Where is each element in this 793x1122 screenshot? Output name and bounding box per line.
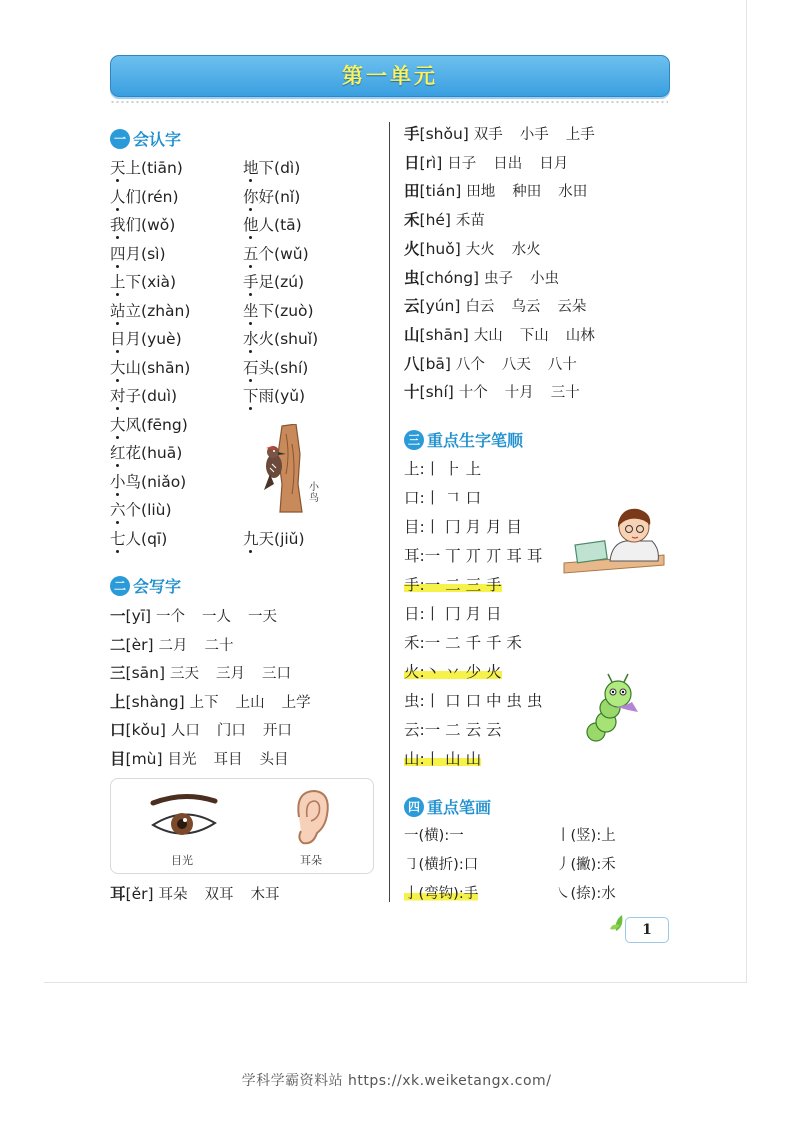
section-number: 四	[404, 797, 424, 817]
write-pinyin: [èr]	[125, 635, 154, 654]
write-pinyin: [bā]	[419, 354, 451, 373]
recognize-item	[243, 244, 309, 264]
write-word: 日月	[539, 155, 569, 172]
write-word: 云朵	[557, 299, 587, 316]
dotted-divider	[110, 100, 668, 104]
write-word: 头目	[259, 751, 289, 768]
ear-caption: 耳朵	[300, 854, 322, 867]
write-word: 八天	[501, 356, 531, 373]
dotted-char: 天	[110, 159, 126, 177]
stroke-order-text: 禾:一 二 千 千 禾	[404, 634, 522, 652]
section-header-write	[110, 574, 181, 597]
section-title: 会写字	[133, 577, 182, 596]
write-word: 八个	[455, 356, 485, 373]
recognize-rest: 天(jiǔ)	[258, 530, 305, 548]
write-word: 一天	[248, 609, 278, 625]
eye-ear-illustration-box	[110, 778, 374, 874]
write-word: 虫子	[484, 270, 514, 287]
recognize-item	[243, 529, 305, 549]
dotted-char: 坐	[243, 301, 259, 320]
recognize-item	[110, 301, 190, 321]
dotted-char: 水	[243, 330, 259, 348]
section-title: 重点笔画	[427, 798, 492, 817]
recognize-item	[110, 244, 166, 264]
recognize-item	[110, 472, 186, 492]
write-pinyin: [yún]	[419, 297, 461, 316]
boy-reading-illustration	[560, 505, 670, 577]
write-char: 口	[110, 721, 126, 739]
dotted-char: 六	[110, 501, 126, 519]
stroke-text: 一(横):一	[404, 828, 464, 844]
stroke-order-item	[404, 633, 522, 653]
stroke-name-left	[404, 855, 478, 875]
write-item	[404, 153, 568, 174]
write-pinyin: [shí]	[419, 383, 454, 402]
dotted-char: 站	[110, 301, 126, 320]
write-word: 三月	[215, 666, 245, 682]
dotted-char: 对	[110, 387, 126, 405]
dotted-char: 五	[243, 244, 259, 263]
write-char: 目	[110, 749, 126, 768]
recognize-rest: 们(rén)	[125, 187, 179, 206]
page-number: 1	[625, 917, 669, 943]
stroke-order-text: 云:一 二 云 云	[404, 721, 502, 739]
write-word: 人口	[170, 723, 200, 739]
stroke-order-text: 山:丨 山 山	[404, 750, 482, 768]
dotted-char: 我	[110, 216, 126, 234]
write-word: 小虫	[530, 270, 560, 287]
write-word: 一个	[156, 609, 186, 625]
stroke-order-item	[404, 691, 542, 711]
write-pinyin: [tián]	[419, 182, 462, 201]
column-divider	[389, 122, 390, 902]
recognize-item	[110, 443, 182, 463]
dotted-char: 地	[243, 159, 259, 177]
section-number: 三	[404, 430, 424, 450]
recognize-rest: 下(dì)	[258, 159, 301, 177]
stroke-order-text: 耳:一 丅 丌 丌 耳 耳	[404, 547, 543, 565]
caterpillar-illustration	[584, 672, 644, 744]
dotted-char: 日	[110, 330, 126, 348]
recognize-item	[110, 329, 182, 349]
write-item	[404, 181, 587, 202]
recognize-item	[110, 529, 167, 549]
write-word: 水田	[558, 184, 588, 201]
recognize-rest: 下(zuò)	[258, 301, 314, 320]
recognize-item	[110, 358, 190, 378]
recognize-item	[243, 386, 305, 406]
recognize-rest: 月(sì)	[125, 244, 166, 263]
write-char: 田	[404, 182, 420, 201]
write-word: 种田	[512, 184, 542, 201]
write-item	[110, 884, 279, 905]
dotted-char: 七	[110, 529, 126, 548]
dotted-char: 上	[110, 273, 126, 291]
unit-title-banner	[110, 55, 670, 97]
stroke-name-right	[556, 884, 616, 904]
stroke-order-text: 口:丨 𠃍 口	[404, 489, 482, 507]
stroke-order-text: 手:一 二 三 手	[404, 576, 502, 594]
dotted-char: 手	[243, 273, 259, 291]
write-pinyin: [shàng]	[125, 692, 185, 711]
dotted-char: 人	[110, 187, 126, 206]
write-item	[404, 124, 595, 145]
write-word: 木耳	[250, 887, 280, 903]
write-item	[404, 239, 541, 260]
stroke-order-item	[404, 575, 502, 595]
stroke-text: 丿(撇):禾	[556, 857, 616, 873]
write-word: 二月	[158, 637, 188, 654]
section-title: 会认字	[133, 130, 182, 149]
stroke-order-item	[404, 662, 502, 682]
write-word: 上学	[281, 694, 311, 711]
stroke-order-text: 上:丨 ⺊ 上	[404, 460, 482, 478]
stroke-name-right	[556, 826, 616, 846]
write-item	[110, 692, 311, 713]
stroke-order-item	[404, 604, 502, 624]
bird-label: 小鸟	[309, 482, 319, 504]
stroke-text: 亅(弯钩):手	[404, 886, 479, 902]
recognize-rest: 火(shuǐ)	[258, 330, 319, 348]
ear-illustration	[289, 787, 334, 849]
stroke-text: ㇆(横折):口	[404, 857, 479, 873]
stroke-name-right	[556, 855, 616, 875]
stroke-order-item	[404, 720, 502, 740]
write-pinyin: [ěr]	[125, 885, 154, 903]
stroke-text: ㇏(捺):水	[556, 886, 616, 902]
write-item	[404, 210, 485, 231]
stroke-order-item	[404, 517, 522, 537]
dotted-char: 大	[110, 358, 126, 377]
recognize-rest: 月(yuè)	[125, 330, 182, 348]
dotted-char: 小	[110, 472, 126, 491]
write-word: 十个	[458, 385, 488, 402]
write-item	[404, 354, 577, 375]
write-word: 大山	[473, 327, 503, 344]
recognize-item	[110, 386, 177, 406]
stroke-order-text: 火:丶 丷 少 火	[404, 663, 502, 681]
dotted-char: 下	[243, 387, 259, 405]
recognize-rest: 立(zhàn)	[125, 301, 191, 320]
stroke-order-text: 虫:丨 口 口 中 虫 虫	[404, 692, 543, 710]
write-char: 云	[404, 297, 420, 316]
write-char: 三	[110, 664, 126, 682]
recognize-item	[243, 301, 314, 321]
write-word: 上下	[189, 694, 219, 711]
recognize-item	[243, 215, 302, 235]
recognize-item	[243, 329, 318, 349]
dotted-char: 红	[110, 444, 126, 462]
write-char: 十	[404, 383, 420, 402]
write-pinyin: [sān]	[125, 664, 166, 682]
write-word: 上手	[565, 127, 595, 143]
write-word: 双手	[473, 127, 503, 143]
write-word: 耳目	[213, 751, 243, 768]
footer-watermark: 学科学霸资料站 https://xk.weiketangx.com/	[241, 1073, 552, 1089]
section-number: 一	[110, 129, 130, 149]
write-word: 上山	[235, 694, 265, 711]
dotted-char: 石	[243, 358, 259, 377]
recognize-rest: 子(duì)	[125, 387, 178, 405]
write-item	[110, 635, 233, 656]
write-char: 一	[110, 607, 126, 625]
write-word: 十月	[504, 385, 534, 402]
write-pinyin: [mù]	[125, 749, 163, 768]
write-word: 日出	[493, 155, 523, 172]
section-header-recognize	[110, 127, 181, 150]
recognize-rest: 花(huā)	[125, 444, 183, 462]
recognize-rest: 好(nǐ)	[258, 187, 301, 206]
recognize-rest: 山(shān)	[125, 358, 191, 377]
recognize-item	[243, 358, 308, 378]
unit-title: 第一单元	[342, 64, 438, 88]
write-pinyin: [yī]	[125, 607, 152, 625]
recognize-item	[110, 158, 183, 178]
recognize-rest: 人(tā)	[258, 216, 302, 234]
write-char: 八	[404, 354, 420, 373]
write-word: 三天	[169, 666, 199, 682]
dotted-char: 大	[110, 415, 126, 434]
section-header-strokes	[404, 795, 491, 818]
recognize-item	[110, 215, 175, 235]
recognize-item	[110, 272, 176, 292]
recognize-rest: 风(fēng)	[125, 415, 188, 434]
section-header-stroke-order	[404, 428, 523, 451]
write-char: 山	[404, 325, 420, 344]
write-word: 开口	[262, 723, 292, 739]
stroke-name-left	[404, 884, 478, 904]
write-word: 水火	[511, 241, 541, 258]
eye-caption: 目光	[171, 854, 193, 867]
recognize-item	[110, 415, 188, 435]
recognize-rest: 们(wǒ)	[125, 216, 176, 234]
write-pinyin: [rì]	[419, 153, 443, 172]
recognize-item	[243, 158, 300, 178]
write-word: 小手	[519, 127, 549, 143]
dotted-char: 四	[110, 244, 126, 263]
recognize-rest: 个(wǔ)	[258, 244, 309, 263]
write-pinyin: [huǒ]	[419, 239, 461, 258]
stroke-text: 丨(竖):上	[556, 828, 616, 844]
write-word: 二十	[204, 637, 234, 654]
recognize-rest: 人(qī)	[125, 529, 168, 548]
write-pinyin: [shān]	[419, 325, 469, 344]
section-number: 二	[110, 576, 130, 596]
write-word: 一人	[202, 609, 232, 625]
write-word: 双耳	[204, 887, 234, 903]
stroke-order-text: 目:丨 冂 月 月 目	[404, 518, 522, 536]
write-char: 二	[110, 635, 126, 654]
recognize-item	[243, 272, 304, 292]
write-item	[404, 296, 586, 317]
write-word: 门口	[216, 723, 246, 739]
write-pinyin: [shǒu]	[419, 125, 469, 143]
dotted-char: 他	[243, 216, 259, 234]
stroke-order-text: 日:丨 冂 月 日	[404, 605, 502, 623]
stroke-name-left	[404, 826, 464, 846]
section-title: 重点生字笔顺	[427, 431, 524, 450]
stroke-order-item	[404, 459, 481, 479]
write-word: 日子	[447, 155, 477, 172]
write-item	[110, 606, 277, 627]
stroke-order-item	[404, 546, 542, 566]
write-char: 手	[404, 125, 420, 143]
eye-illustration	[149, 793, 219, 843]
recognize-item	[110, 500, 172, 520]
recognize-rest: 上(tiān)	[125, 159, 183, 177]
write-char: 日	[404, 153, 420, 172]
write-word: 目光	[167, 751, 197, 768]
write-item	[404, 382, 580, 403]
write-item	[110, 749, 288, 770]
write-item	[110, 663, 291, 684]
write-char: 禾	[404, 211, 420, 230]
write-word: 三口	[261, 666, 291, 682]
recognize-rest: 雨(yǔ)	[258, 387, 306, 405]
write-char: 耳	[110, 885, 126, 903]
write-word: 禾苗	[455, 213, 485, 230]
recognize-rest: 头(shí)	[258, 358, 309, 377]
recognize-rest: 足(zú)	[258, 273, 305, 291]
write-pinyin: [chóng]	[419, 268, 480, 287]
write-word: 大火	[465, 241, 495, 258]
write-word: 耳朵	[158, 887, 188, 903]
write-word: 白云	[465, 299, 495, 316]
write-char: 虫	[404, 268, 420, 287]
write-word: 八十	[547, 356, 577, 373]
dotted-char: 九	[243, 530, 259, 548]
write-char: 上	[110, 692, 126, 711]
write-word: 田地	[466, 184, 496, 201]
write-word: 山林	[565, 327, 595, 344]
recognize-rest: 鸟(niǎo)	[125, 472, 187, 491]
write-pinyin: [hé]	[419, 211, 451, 230]
recognize-item	[110, 187, 179, 207]
write-word: 下山	[519, 327, 549, 344]
recognize-item	[243, 187, 300, 207]
dotted-char: 你	[243, 187, 259, 206]
write-word: 三十	[550, 385, 580, 402]
write-pinyin: [kǒu]	[125, 721, 166, 739]
write-word: 乌云	[511, 299, 541, 316]
write-char: 火	[404, 239, 420, 258]
write-item	[404, 268, 559, 289]
stroke-order-item	[404, 488, 481, 508]
write-item	[404, 325, 595, 346]
write-item	[110, 720, 292, 741]
recognize-rest: 个(liù)	[125, 501, 172, 519]
stroke-order-item	[404, 749, 481, 769]
recognize-rest: 下(xià)	[125, 273, 177, 291]
